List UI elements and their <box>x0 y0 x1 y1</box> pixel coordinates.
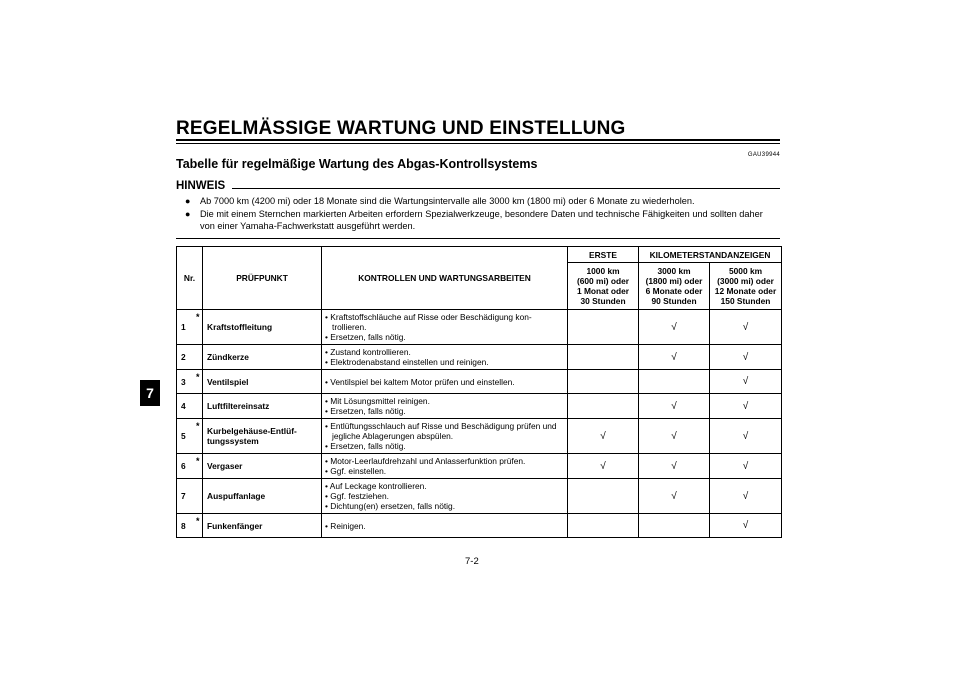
title-rule <box>176 139 780 141</box>
action-line: • Ggf. einstellen. <box>325 466 387 476</box>
note-text: Ab 7000 km (4200 mi) oder 18 Monate sind die Wartungsintervalle alle 3000 km (1800 mi) oder 6 Monate zu wiederholen. <box>200 196 695 206</box>
row-number: 5 <box>177 419 194 454</box>
table-row <box>177 310 782 345</box>
row-number: 6 <box>177 454 194 479</box>
action-line: • Motor-Leerlaufdrehzahl und Anlasserfunktion prüfen. <box>325 456 526 466</box>
action-cell <box>322 394 568 419</box>
action-line: • Kraftstoffschläuche auf Risse oder Beschädigung kon-trollieren. <box>325 312 532 332</box>
header-interval-2: 3000 km (1800 mi) oder 6 Monate oder 90 Stunden <box>639 263 710 310</box>
check-mark-icon: √ <box>639 454 710 479</box>
hinweis-end-rule <box>176 238 780 239</box>
action-line: • Zustand kontrollieren. <box>325 347 411 357</box>
action-line: • Reinigen. <box>325 520 366 531</box>
action-line: • Auf Leckage kontrollieren. <box>325 481 427 491</box>
check-mark-icon: √ <box>568 419 639 454</box>
table-row <box>177 370 782 394</box>
section-title: Tabelle für regelmäßige Wartung des Abgas-Kontrollsystems <box>176 157 538 171</box>
note-item <box>185 195 780 207</box>
check-mark-icon: √ <box>568 454 639 479</box>
special-marker <box>194 345 203 370</box>
table-row <box>177 479 782 514</box>
interval-cell <box>568 479 639 514</box>
interval-cell <box>639 370 710 394</box>
action-line: • Mit Lösungsmittel reinigen. <box>325 396 430 406</box>
row-number: 1 <box>177 310 194 345</box>
check-mark-icon: √ <box>710 394 782 419</box>
check-point: Luftfiltereinsatz <box>203 394 322 419</box>
hinweis-label: HINWEIS <box>176 180 226 192</box>
header-interval-3: 5000 km (3000 mi) oder 12 Monate oder 150 Stunden <box>710 263 782 310</box>
special-marker: * <box>194 454 203 479</box>
bullet-icon: ● <box>185 196 191 206</box>
title-rule-thin <box>176 143 780 144</box>
bullet-icon: ● <box>185 209 191 219</box>
check-mark-icon: √ <box>639 419 710 454</box>
table-row <box>177 394 782 419</box>
action-cell <box>322 419 568 454</box>
header-action: KONTROLLEN UND WARTUNGSARBEITEN <box>322 247 568 310</box>
check-mark-icon: √ <box>710 345 782 370</box>
interval-cell <box>568 514 639 538</box>
row-number: 2 <box>177 345 194 370</box>
check-point: Funkenfänger <box>203 514 322 538</box>
hinweis-rule <box>232 188 780 189</box>
check-point: Kurbelgehäuse-Entlüf-tungssystem <box>203 419 322 454</box>
table-row <box>177 419 782 454</box>
check-point: Ventilspiel <box>203 370 322 394</box>
special-marker: * <box>194 310 203 345</box>
action-line: • Entlüftungsschlauch auf Risse und Beschädigung prüfen und jegliche Ablagerungen abspülen. <box>325 421 557 441</box>
action-cell <box>322 454 568 479</box>
action-cell <box>322 514 568 538</box>
special-marker: * <box>194 419 203 454</box>
action-cell <box>322 310 568 345</box>
maintenance-table <box>176 246 782 538</box>
check-point: Zündkerze <box>203 345 322 370</box>
document-code: GAU39944 <box>747 152 780 158</box>
interval-cell <box>639 514 710 538</box>
action-line: • Ventilspiel bei kaltem Motor prüfen und einstellen. <box>325 376 515 387</box>
check-mark-icon: √ <box>639 479 710 514</box>
special-marker: * <box>194 370 203 394</box>
check-point: Auspuffanlage <box>203 479 322 514</box>
check-point: Kraftstoffleitung <box>203 310 322 345</box>
interval-cell <box>568 345 639 370</box>
table-row <box>177 514 782 538</box>
maintenance-table-body <box>177 310 782 538</box>
header-interval-1: 1000 km (600 mi) oder 1 Monat oder 30 Stunden <box>568 263 639 310</box>
note-text: Die mit einem Sternchen markierten Arbeiten erfordern Spezialwerkzeuge, besondere Daten und technische Fähigkeiten und sollten daher von einer Yamaha-Fachwerkstatt ausgeführt werden. <box>200 209 763 231</box>
check-mark-icon: √ <box>639 345 710 370</box>
action-line: • Dichtung(en) ersetzen, falls nötig. <box>325 501 456 511</box>
header-item: PRÜFPUNKT <box>203 247 322 310</box>
table-row <box>177 345 782 370</box>
header-km: KILOMETERSTANDANZEIGEN <box>639 247 782 263</box>
check-mark-icon: √ <box>710 514 782 538</box>
row-number: 8 <box>177 514 194 538</box>
special-marker <box>194 479 203 514</box>
table-row <box>177 454 782 479</box>
check-mark-icon: √ <box>710 479 782 514</box>
action-cell <box>322 345 568 370</box>
action-cell <box>322 479 568 514</box>
note-item <box>185 208 780 232</box>
check-point: Vergaser <box>203 454 322 479</box>
page-number: 7-2 <box>465 556 479 567</box>
check-mark-icon: √ <box>710 454 782 479</box>
header-first: ERSTE <box>568 247 639 263</box>
check-mark-icon: √ <box>710 370 782 394</box>
special-marker <box>194 394 203 419</box>
header-nr: Nr. <box>177 247 203 310</box>
action-line: • Ersetzen, falls nötig. <box>325 332 406 342</box>
action-line: • Ggf. festziehen. <box>325 491 389 501</box>
action-line: • Elektrodenabstand einstellen und reinigen. <box>325 357 489 367</box>
page-title: REGELMÄSSIGE WARTUNG UND EINSTELLUNG <box>176 118 626 139</box>
action-cell <box>322 370 568 394</box>
check-mark-icon: √ <box>639 310 710 345</box>
row-number: 4 <box>177 394 194 419</box>
special-marker: * <box>194 514 203 538</box>
interval-cell <box>568 394 639 419</box>
row-number: 7 <box>177 479 194 514</box>
interval-cell <box>568 310 639 345</box>
check-mark-icon: √ <box>639 394 710 419</box>
check-mark-icon: √ <box>710 310 782 345</box>
row-number: 3 <box>177 370 194 394</box>
check-mark-icon: √ <box>710 419 782 454</box>
interval-cell <box>568 370 639 394</box>
action-line: • Ersetzen, falls nötig. <box>325 441 406 451</box>
chapter-tab: 7 <box>140 380 160 406</box>
action-line: • Ersetzen, falls nötig. <box>325 406 406 416</box>
